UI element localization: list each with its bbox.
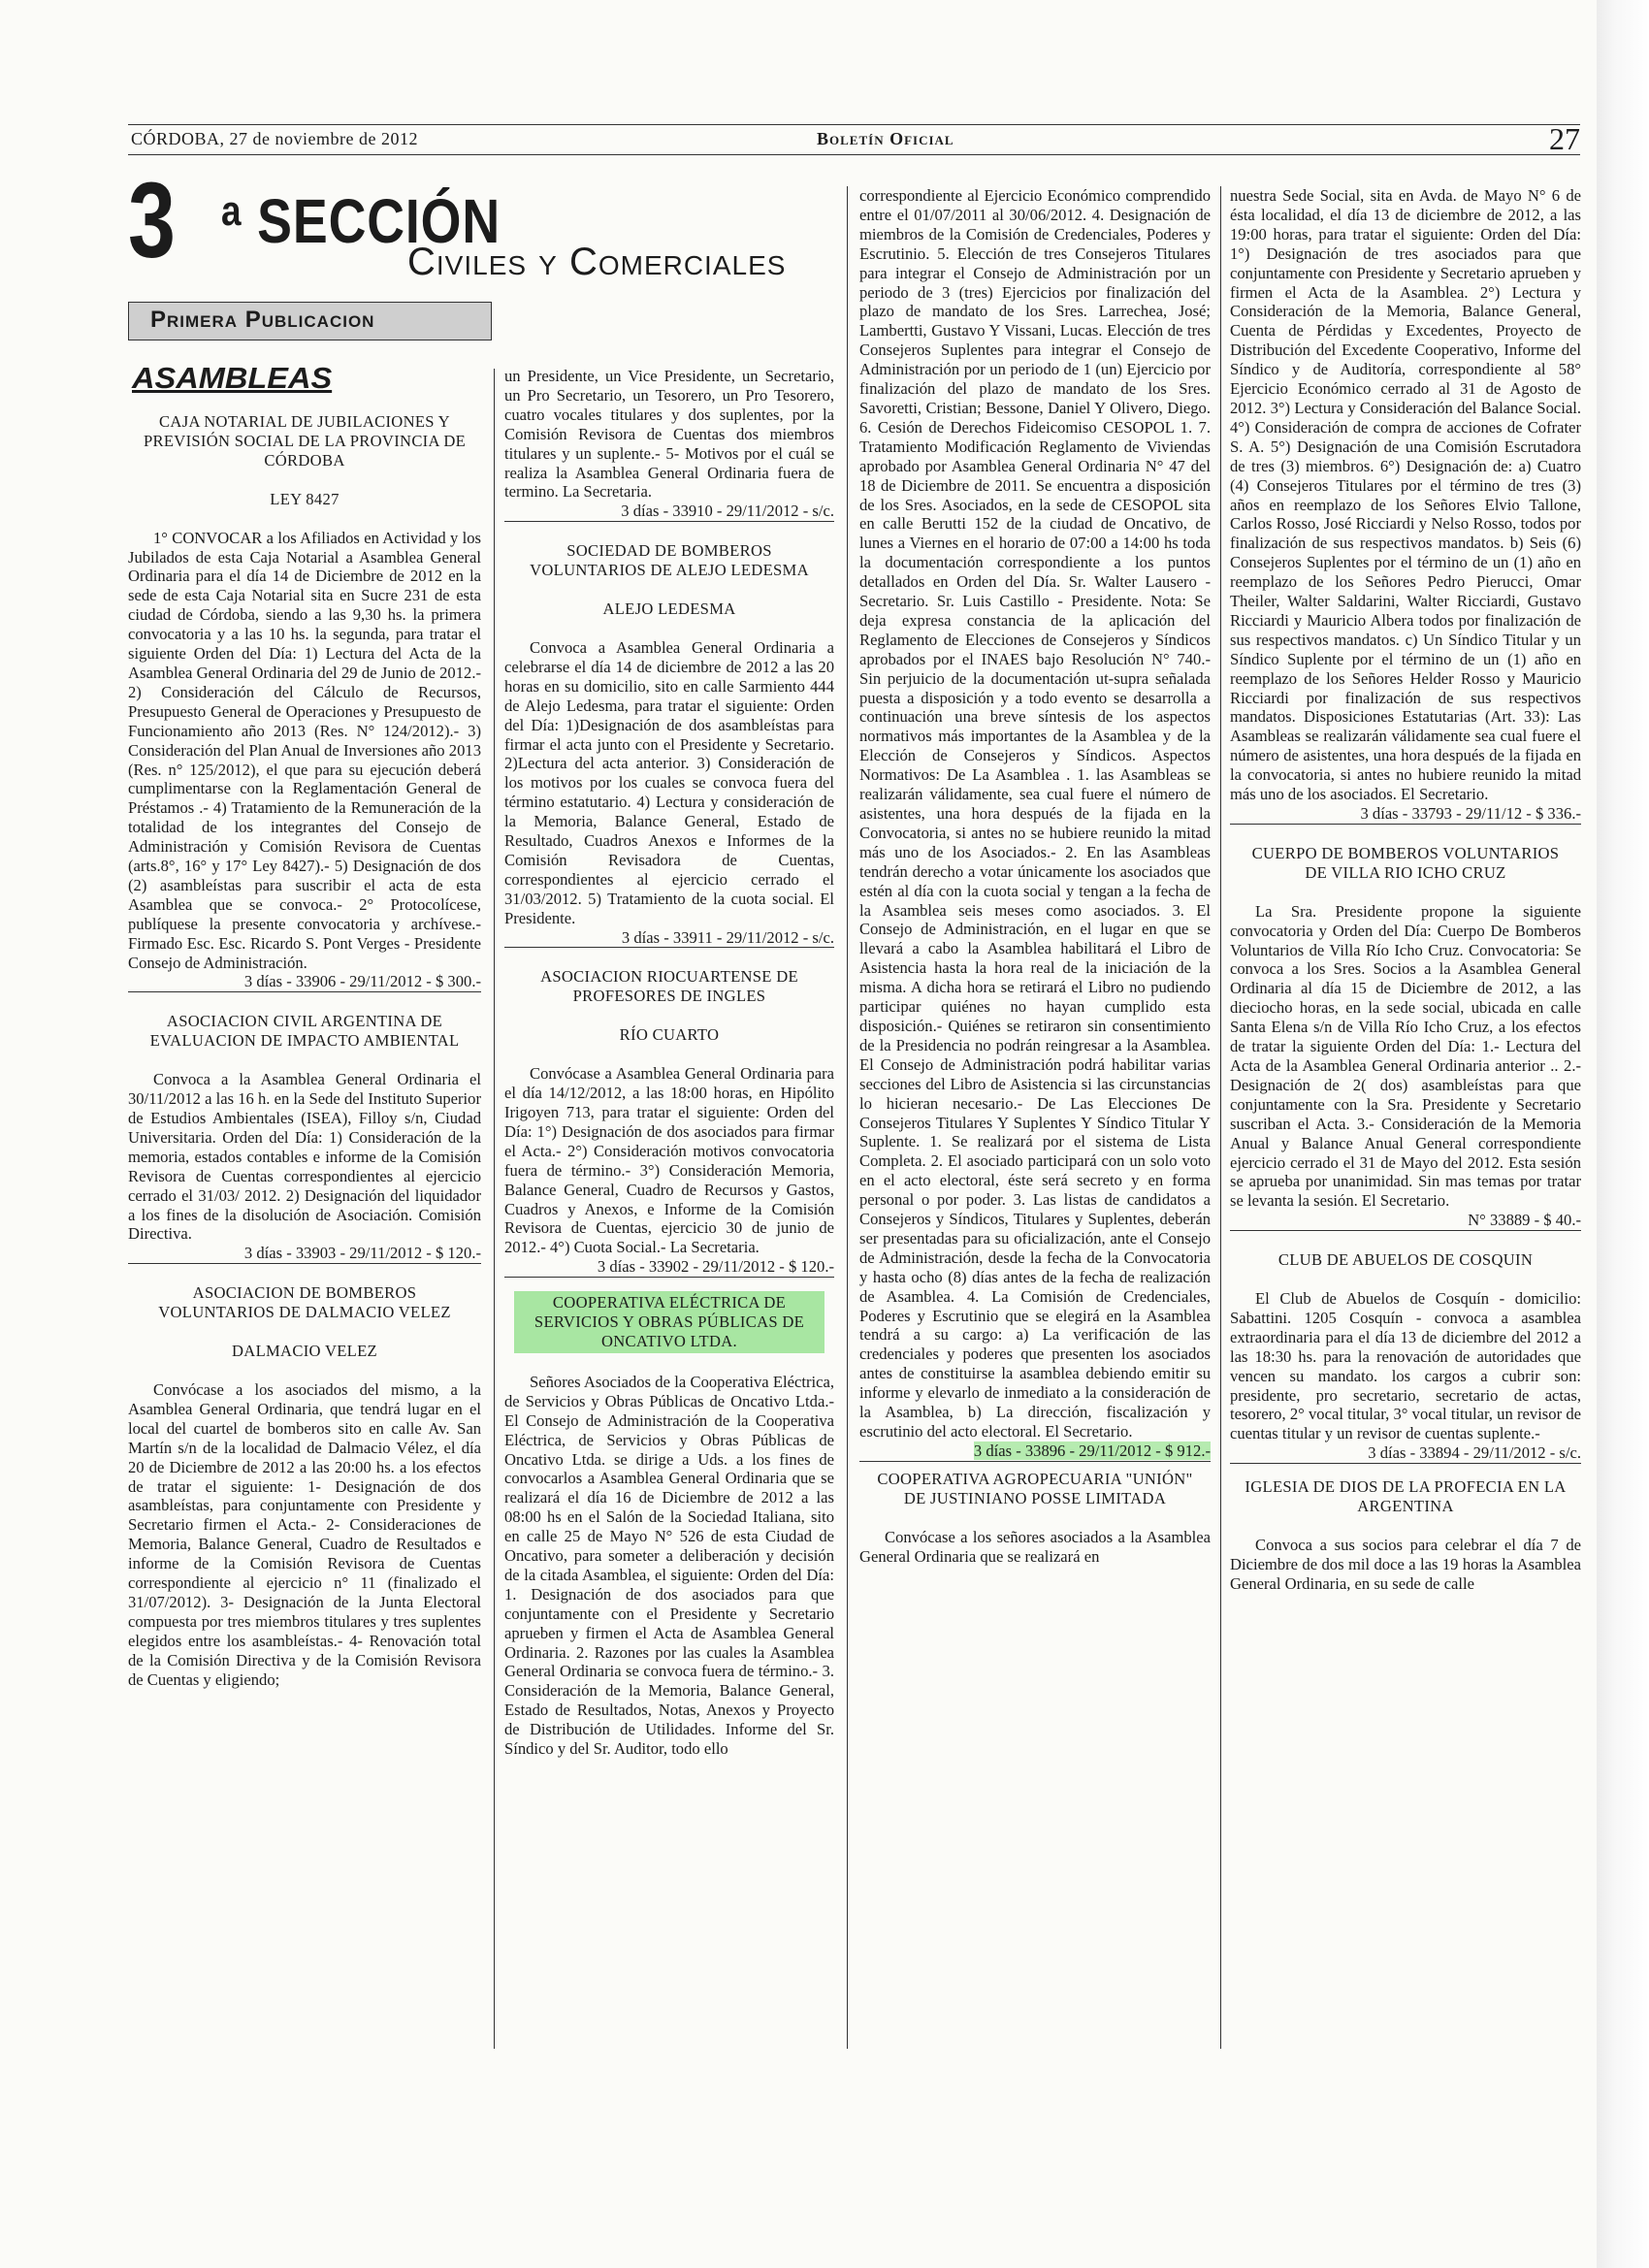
notice-body: Convoca a Asamblea General Ordinaria a celebrarse el día 14 de diciembre de 2012 a las 20 horas en su domicilio, sito en calle Sarmiento 444 de Alejo Ledesma, para tratar el siguiente: Orden del Día: 1)Designación de dos asambleístas para firmar el acta junto con el Presidente y Secretario. 2)Lectura del acta anterior. 3) Consideración de los motivos por los cuales se convoca fuera del término estatutario. 4) Lectura y consideración de la Memoria, Balance General, Estado de Resultado, Cuadros Anexos e Informes de la Comisión Revisadora de Cuentas, correspondientes al ejercicio cerrado el 31/03/2012. 5) Tratamiento de la cuota social. El Presidente.: [504, 637, 834, 927]
notice-body: Convoca a sus socios para celebrar el día 7 de Diciembre de dos mil doce a las 19 horas la Asamblea General Ordinaria, en su sede de calle: [1230, 1536, 1581, 1593]
notice-subtitle: DALMACIO VELEZ: [232, 1342, 377, 1361]
column-divider: [847, 186, 848, 2049]
column-4: [1230, 186, 1581, 2052]
notice-body: nuestra Sede Social, sita en Avda. de Mayo N° 6 de ésta localidad, el día 13 de diciembre de 2012, a las 19:00 horas, para tratar el siguiente: Orden del Día: 1°) Designación de tres asociados para que conjuntamente con Presidente y Secretario aprueben y firmen el Acta de la Asamblea. 2°) Lectura y Consideración de la Memoria, Balance General, Cuenta de Pérdidas y Excedentes, Proyecto de Distribución del Excedente Cooperativo, Informe del Síndico y de Auditoría, correspondiente al 58° Ejercicio Económico cerrado al 31 de Agosto de 2012. 3°) Lectura y Consideración del Balance Social. 4°) Consideración de compra de acciones de Cofrater S. A. 5°) Designación de una Comisión Escrutadora de tres (3) miembros. 6°) Designación de: a) Cuatro (4) Consejeros Titulares por el término de tres (3) años en reemplazo de los Señores Elvio Tallone, Carlos Rosso, José Ricciardi y Nelso Rosso, todos por finalización de sus respectivos mandatos. b) Seis (6) Consejeros Suplentes por el término de un (1) año en reemplazo de los Señores Pedro Pierucci, Omar Theiler, Walter Saldarini, Walter Ricciardi, Gustavo Ricciardi y Mauricio Albera todos por finalización de sus respectivos mandatos. c) Un Síndico Titular y un Síndico Suplente por el término de un (1) año en reemplazo de los Señores Helder Rosso y Mauricio Ricciardi por finalización de sus respectivos mandatos. Disposiciones Estatutarias (Art. 33): Las Asambleas se realizarán válidamente sea cual fuere el número de asistentes, una hora después de la fijada en la convocatoria, si antes no hubiere reunido la mitad más uno de los asociados. El Secretario.: [1230, 186, 1581, 804]
notice-title-highlighted: COOPERATIVA ELÉCTRICA DE SERVICIOS Y OBRAS PÚBLICAS DE ONCATIVO LTDA.: [514, 1291, 824, 1353]
notice-title: SOCIEDAD DE BOMBEROS VOLUNTARIOS DE ALEJO LEDESMA: [530, 541, 809, 580]
notice-title: COOPERATIVA AGROPECUARIA "UNIÓN" DE JUSTINIANO POSSE LIMITADA: [877, 1469, 1193, 1507]
notice-signature: N° 33889 - $ 40.-: [1468, 1211, 1581, 1230]
publication-type-label: Primera Publicacion: [150, 307, 375, 333]
notice-signature-highlighted: [859, 1442, 1211, 1461]
notice-body: Convoca a la Asamblea General Ordinaria el 30/11/2012 a las 16 h. en la Sede del Instituto Superior de Estudios Ambientales (ISEA), Filloy s/n, Ciudad Universitaria. Orden del Día: 1) Consideración de la memoria, estados contables e informe de la Comisión Revisora de Cuentas correspondientes al ejercicio cerrado el 31/03/ 2012. 2) Designación del liquidador a los fines de la disolución de Asociación. Comisión Directiva.: [128, 1070, 481, 1244]
notice-body: 1° CONVOCAR a los Afiliados en Actividad y los Jubilados de esta Caja Notarial a Asamblea General Ordinaria para el día 14 de Diciembre de 2012 en la sede de esta Caja Notarial sita en Sucre 231 de esta ciudad de Córdoba, siendo a las 9,30 hs. la primera convocatoria y a las 10 hs. la segunda, para tratar el siguiente Orden del Día: 1) Lectura del Acta de la Asamblea General Ordinaria del 29 de Junio de 2012.- 2) Consideración del Cálculo de Recursos, Presupuesto General de Operaciones y Presupuesto de Funcionamiento año 2013 (Res. N° 124/2012).- 3) Consideración del Plan Anual de Inversiones año 2013 (Res. n° 125/2012), el que para su ejecución deberá cumplimentarse con la Reglamentación General de Préstamos .- 4) Tratamiento de la Remuneración de la totalidad de los integrantes del Consejo de Administración y Comisión Revisora de Cuentas (arts.8°, 16° y 17° Ley 8427).- 5) Designación de dos (2) asambleístas para suscribir el acta de esta Asamblea que se convoca.- 2° Protocolícese, publíquese la presente convocatoria y archívese.- Firmado Esc. Esc. Ricardo S. Pont Verges - Presidente Consejo de Administración.: [128, 528, 481, 972]
notice-body: La Sra. Presidente propone la siguiente convocatoria y Orden del Día: Cuerpo De Bomberos Voluntarios de Villa Río Icho Cruz. Convocatoria: Se convoca a los Sres. Socios a la Asamblea General Ordinaria al día 15 de Diciembre de 2012, a las dieciocho horas, en la sede social, ubicada en calle Santa Elena s/n de Villa Río Icho Cruz, a los efectos de tratar la siguiente Orden del Día: 1.- Lectura del Acta de la Asamblea General Ordinaria anterior .. 2.- Designación de 2( dos) asambleístas para que conjuntamente con la Sra. Presidente y Secretario suscriban el Acta. 3.- Consideración de la Memoria Anual y Balance Anual General correspondiente ejercicio cerrado el 31 de Mayo del 2012. Esta sesión se aprueba por unanimidad. Sin mas temas por tratar se levanta la sesión. El Secretario.: [1230, 901, 1581, 1211]
section-subtitle: Civiles y Comerciales: [407, 241, 787, 283]
publication-type-bar: [128, 302, 492, 340]
section-number-digit: 3: [128, 161, 176, 280]
header-publication: Boletín Oficial: [817, 129, 954, 148]
notice-signature: 3 días - 33906 - 29/11/2012 - $ 300.-: [243, 972, 481, 991]
notice-subtitle: LEY 8427: [270, 489, 340, 508]
notice-title: ASOCIACION DE BOMBEROS VOLUNTARIOS DE DALMACIO VELEZ: [158, 1283, 451, 1322]
notice-signature: 3 días - 33910 - 29/11/2012 - s/c.: [621, 502, 834, 521]
page-header: [128, 121, 1580, 156]
page-number: 27: [1549, 121, 1580, 156]
notice-body: Convócase a Asamblea General Ordinaria para el día 14/12/2012, a las 18:00 horas, en Hipólito Irigoyen 713, para tratar el siguiente: Orden del Día: 1°) Designación de dos asociados para firmar el Acta.- 2°) Consideración motivos convocatoria fuera de término.- 3°) Consideración Memoria, Balance General, Cuadro de Recursos y Gastos, Cuadros y Anexos, e Informe de la Comisión Revisora de Cuentas, ejercicio 30 de junio de 2012.- 4°) Cuota Social.- La Secretaria.: [504, 1064, 834, 1257]
notice-title: CLUB DE ABUELOS DE COSQUIN: [1277, 1250, 1534, 1270]
notice-body: correspondiente al Ejercicio Económico comprendido entre el 01/07/2011 al 30/06/2012. 4. Designación de miembros de la Comisión de Credenciales, Poderes y Escrutinio. 5. Elección de tres Consejeros Titulares para integrar el Consejo de Administración por un periodo de 3 (tres) Ejercicios por finalización del plazo de mandato de los Sres. Larrechea, José; Lambertti, Gustavo Y Vissani, Lucas. Elección de tres Consejeros Suplentes para integrar el Consejo de Administración por un periodo de 1 (un) Ejercicio por finalización del plazo de mandato de los Sres. Savoretti, Cristian; Bessone, Daniel Y Olivero, Diego. 6. Cesión de Derechos Fideicomiso CESOPOL 1. 7. Tratamiento Modificación Reglamento de Viviendas aprobado por Asamblea General Ordinaria N° 47 del 18 de Diciembre de 2011. Se encuentra a disposición de los Sres. Asociados, en la sede de CESOPOL sita en calle Berutti 152 de la ciudad de Oncativo, de lunes a Viernes en el horario de 07:00 a 14:00 hs toda la documentación correspondiente a los puntos detallados en Orden del Día. Sr. Walter Lausero - Secretario. Sr. Luis Castillo - Presidente. Nota: Se deja expresa constancia de la aplicación del Reglamento de Elecciones de Consejeros y Síndicos aprobados por el INAES bajo Resolución N° 740.- Sin perjuicio de la documentación ut-supra señalada puesta a disposición y a todo evento se desarrolla a continuación una breve síntesis de los aspectos normativos más importantes de la Asamblea y de la Elección de Consejeros y Síndicos. Aspectos Normativos: De La Asamblea . 1. las Asambleas se realizarán válidamente, sea cual fuere el número de asistentes, una hora después de la fijada en la Convocatoria, si antes no se hubiere reunido la mitad más uno de los Asociados.- 2. En las Asambleas tendrán derecho a votar únicamente los asociados que estén al día con la cuota social y tengan a la fecha de la Asamblea seis meses como asociados. 3. El Consejo de Administración, en el lugar en que se llevará a cabo la Asamblea habilitará el Libro de Asistencia hasta la hora real de la iniciación de la misma. A dicha hora se retirará el Libro no pudiendo participar quiénes no hayan cumplido esta disposición.- Quiénes se retiraron sin consentimiento de la Presidencia no podrán reingresar a la Asamblea. El Consejo de Administración podrá habilitar varias secciones del Libro de Asistencia si las circunstancias lo hicieran necesario.- De Las Elecciones De Consejeros Titulares Y Suplentes Y Síndico Titular Y Suplente. 1. Se realizará por el sistema de Lista Completa. 2. El asociado participará con un solo voto en el acto electoral, éste será secreto y en forma personal o por poder. 3. Las listas de candidatos a Consejeros y Síndicos, Titulares y Suplentes, deberán ser presentadas para su oficialización, ante el Consejo de Administración, desde la fecha de la Convocatoria y hasta ocho (8) días antes de la fecha de realización de Asamblea. 4. La Comisión de Credenciales, Poderes y Escrutinio que se elegirá en la Asamblea tendrá a su cargo: a) La verificación de las credenciales y poderes que presenten los asociados antes de constituirse la asamblea debiendo emitir su informe y elevarlo de inmediato a la consideración de la Asamblea, b) La dirección, fiscalización y escrutinio del acto electoral. El Secretario.: [859, 186, 1211, 1441]
header-date: CÓRDOBA, 27 de noviembre de 2012: [131, 129, 418, 148]
notice-signature: 3 días - 33894 - 29/11/2012 - s/c.: [1368, 1443, 1581, 1463]
notice-title: ASOCIACION CIVIL ARGENTINA DE EVALUACION DE IMPACTO AMBIENTAL: [149, 1012, 460, 1051]
category-heading: ASAMBLEAS: [132, 361, 333, 395]
notice-body: un Presidente, un Vice Presidente, un Secretario, un Pro Secretario, un Tesorero, un Pro Tesorero, cuatro vocales titulares y dos suplentes, por la Comisión Revisora de Cuentas dos miembros titulares y un suplente.- 5- Motivos por el cuál se realiza la Asamblea General Ordinaria fuera de termino. La Secretaria.: [504, 367, 834, 502]
notice-title: CAJA NOTARIAL DE JUBILACIONES Y PREVISIÓN SOCIAL DE LA PROVINCIA DE CÓRDOBA: [143, 412, 467, 470]
column-divider: [494, 369, 495, 2049]
notice-body: Convócase a los asociados del mismo, a la Asamblea General Ordinaria, que tendrá lugar en el local del cuartel de bomberos sito en calle Av. San Martín s/n de la localidad de Dalmacio Vélez, el día 20 de Diciembre de 2012 a las 20:00 hs. a los efectos de tratar el siguiente: 1- Designación de dos asambleístas, para conjuntamente con Presidente y Secretario firmen el Acta.- 2- Consideraciones de Memoria, Balance General, Cuadro de Resultados e informe de la Comisión Revisora de Cuentas correspondiente al ejercicio n° 11 (finalizado el 31/07/2012). 3- Designación de la Junta Electoral compuesta por tres miembros titulares y tres suplentes elegidos entre los asambleístas.- 4- Renovación total de la Comisión Directiva y de la Comisión Revisora de Cuentas y eligiendo;: [128, 1379, 481, 1689]
notice-signature: 3 días - 33911 - 29/11/2012 - s/c.: [621, 927, 834, 947]
notice-subtitle: RÍO CUARTO: [619, 1025, 720, 1045]
page-edge-shadow: [1597, 0, 1649, 2268]
column-3: [859, 186, 1211, 2052]
column-1: [128, 412, 481, 2052]
section-superscript: a: [221, 187, 242, 235]
notice-body: Convócase a los señores asociados a la Asamblea General Ordinaria que se realizará en: [859, 1527, 1211, 1566]
notice-body: El Club de Abuelos de Cosquín - domicilio: Sabattini. 1205 Cosquín - convoca a asamblea extraordinaria para el día 13 de diciembre del 2012 a las 18:30 hs. para la renovación de autoridades que vencen su mandato. los cargos a cubrir son: presidente, pro secretario, secretario de actas, tesorero, 2° vocal titular, 3° vocal titular, un revisor de cuentas titular y un revisor de cuentas suplente.-: [1230, 1289, 1581, 1443]
notice-body: Señores Asociados de la Cooperativa Eléctrica, de Servicios y Obras Públicas de Oncativo Ltda.- El Consejo de Administración de la Cooperativa Eléctrica, de Servicios y Obras Públicas de Oncativo Ltda. se dirige a Uds. a los fines de convocarlos a Asamblea General Ordinaria que se realizará el día 16 de Diciembre de 2012 a las 08:00 hs en el Salón de la Sociedad Italiana, sito en calle 25 de Mayo N° 526 de esta Ciudad de Oncativo, para someter a deliberación y decisión de la citada Asamblea, el siguiente: Orden del Día: 1. Designación de dos asociados para que conjuntamente con el Presidente y Secretario aprueben y firmen el Acta de Asamblea General Ordinaria. 2. Razones por las cuales la Asamblea General Ordinaria se convoca fuera de término.- 3. Consideración de la Memoria, Balance General, Estado de Resultados, Notas, Anexos y Proyecto de Distribución de Utilidades. Informe del Sr. Síndico y del Sr. Auditor, todo ello: [504, 1372, 834, 1759]
section-number: [128, 161, 176, 280]
column-divider: [1220, 186, 1221, 2049]
notice-title: CUERPO DE BOMBEROS VOLUNTARIOS DE VILLA RIO ICHO CRUZ: [1251, 843, 1560, 882]
notice-title: ASOCIACION RIOCUARTENSE DE PROFESORES DE INGLES: [540, 967, 798, 1006]
notice-subtitle: ALEJO LEDESMA: [602, 599, 736, 619]
notice-signature: 3 días - 33902 - 29/11/2012 - $ 120.-: [597, 1257, 834, 1277]
notice-signature: 3 días - 33793 - 29/11/12 - $ 336.-: [1360, 804, 1581, 823]
section-word: SECCIÓN: [257, 186, 501, 256]
notice-signature-text: 3 días - 33896 - 29/11/2012 - $ 912.-: [973, 1441, 1211, 1460]
notice-signature: 3 días - 33903 - 29/11/2012 - $ 120.-: [243, 1244, 481, 1263]
notice-title: IGLESIA DE DIOS DE LA PROFECIA EN LA ARGENTINA: [1245, 1477, 1567, 1516]
column-2: [504, 367, 834, 2052]
